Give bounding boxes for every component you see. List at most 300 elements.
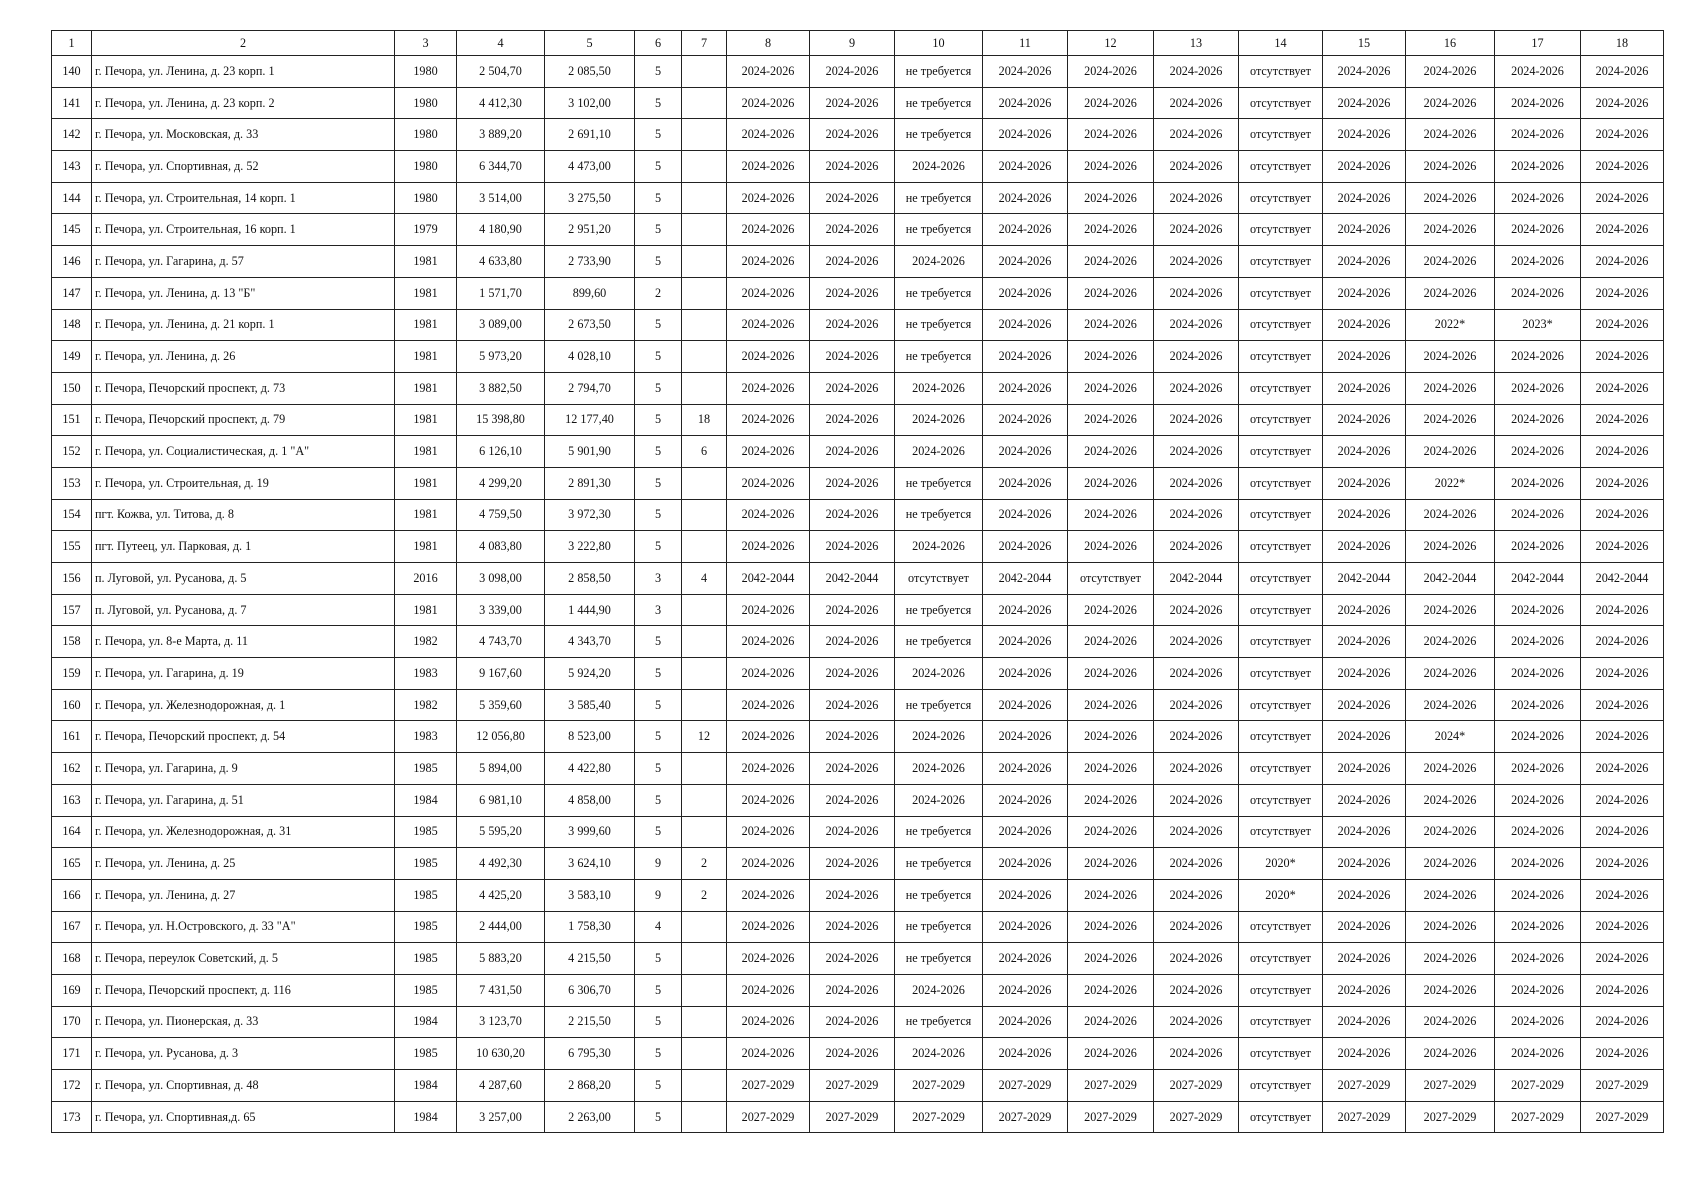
table-cell: 2024-2026 xyxy=(1581,911,1664,943)
table-cell: 2 444,00 xyxy=(457,911,545,943)
table-row xyxy=(52,1070,1664,1102)
address-cell: г. Печора, ул. Н.Островского, д. 33 "А" xyxy=(92,911,395,943)
table-cell: 2024-2026 xyxy=(1406,436,1495,468)
table-cell: 2024-2026 xyxy=(1068,753,1154,785)
table-cell: 1981 xyxy=(395,499,457,531)
address-cell: г. Печора, ул. Ленина, д. 13 "Б" xyxy=(92,277,395,309)
table-cell: отсутствует xyxy=(1239,658,1323,690)
table-cell: 2024-2026 xyxy=(1068,689,1154,721)
table-cell: 2024-2026 xyxy=(1406,119,1495,151)
table-cell: 2024-2026 xyxy=(1406,372,1495,404)
table-cell: 2024-2026 xyxy=(727,626,810,658)
table-row xyxy=(52,658,1664,690)
row-number-cell: 161 xyxy=(52,721,92,753)
table-cell: 5 901,90 xyxy=(545,436,635,468)
table-cell: 2024-2026 xyxy=(1323,372,1406,404)
table-cell: 10 630,20 xyxy=(457,1038,545,1070)
table-cell: 2 673,50 xyxy=(545,309,635,341)
table-cell: 2024-2026 xyxy=(1323,56,1406,88)
table-cell: 2024-2026 xyxy=(983,182,1068,214)
table-cell: не требуется xyxy=(895,182,983,214)
table-cell: 1982 xyxy=(395,626,457,658)
address-cell: г. Печора, ул. Гагарина, д. 51 xyxy=(92,784,395,816)
table-row xyxy=(52,467,1664,499)
table-cell: 2024-2026 xyxy=(727,372,810,404)
table-cell: 2024-2026 xyxy=(1495,626,1581,658)
table-cell xyxy=(682,499,727,531)
table-cell: 2024-2026 xyxy=(1495,689,1581,721)
table-cell: 2024-2026 xyxy=(1406,784,1495,816)
table-cell: 2024-2026 xyxy=(1495,943,1581,975)
table-cell: 2024-2026 xyxy=(810,467,895,499)
table-cell: отсутствует xyxy=(1239,151,1323,183)
table-cell: 2024-2026 xyxy=(1154,1006,1239,1038)
table-cell: 2 xyxy=(635,277,682,309)
table-cell: 4 299,20 xyxy=(457,467,545,499)
table-cell: 4 633,80 xyxy=(457,246,545,278)
table-cell: не требуется xyxy=(895,879,983,911)
table-cell: 5 xyxy=(635,87,682,119)
table-row xyxy=(52,372,1664,404)
row-number-cell: 140 xyxy=(52,56,92,88)
table-cell: 2024-2026 xyxy=(983,1006,1068,1038)
table-cell: 2024-2026 xyxy=(1406,816,1495,848)
table-cell: 2024-2026 xyxy=(1495,182,1581,214)
table-cell: 1983 xyxy=(395,721,457,753)
table-cell: 2024-2026 xyxy=(727,943,810,975)
table-cell: 1985 xyxy=(395,753,457,785)
table-cell: 2 794,70 xyxy=(545,372,635,404)
table-cell: 899,60 xyxy=(545,277,635,309)
table-cell: 2024-2026 xyxy=(1581,341,1664,373)
table-cell: 2024-2026 xyxy=(983,56,1068,88)
table-cell: 9 xyxy=(635,879,682,911)
table-cell: 2024-2026 xyxy=(1406,626,1495,658)
column-number-cell: 1 xyxy=(52,31,92,56)
table-cell: 2024-2026 xyxy=(1581,753,1664,785)
row-number-cell: 172 xyxy=(52,1070,92,1102)
row-number-cell: 158 xyxy=(52,626,92,658)
table-row xyxy=(52,277,1664,309)
row-number-cell: 150 xyxy=(52,372,92,404)
table-cell: 2024-2026 xyxy=(810,594,895,626)
table-cell: 2024-2026 xyxy=(1068,1038,1154,1070)
table-cell: 2042-2044 xyxy=(1406,563,1495,595)
table-cell xyxy=(682,341,727,373)
column-number-cell: 18 xyxy=(1581,31,1664,56)
table-cell: 6 126,10 xyxy=(457,436,545,468)
row-number-cell: 148 xyxy=(52,309,92,341)
table-cell: 2 504,70 xyxy=(457,56,545,88)
table-cell: 2024-2026 xyxy=(1323,689,1406,721)
table-cell: 2024-2026 xyxy=(1154,1038,1239,1070)
table-cell: 2024-2026 xyxy=(1154,658,1239,690)
table-cell: 2024-2026 xyxy=(1495,594,1581,626)
table-cell: 2024-2026 xyxy=(810,182,895,214)
table-cell: 2024-2026 xyxy=(810,879,895,911)
table-cell: 2024-2026 xyxy=(1581,943,1664,975)
table-cell: 2027-2029 xyxy=(1154,1101,1239,1133)
table-cell: 2027-2029 xyxy=(1581,1070,1664,1102)
address-cell: п. Луговой, ул. Русанова, д. 5 xyxy=(92,563,395,595)
table-cell: 5 359,60 xyxy=(457,689,545,721)
row-number-cell: 170 xyxy=(52,1006,92,1038)
table-cell: 2024-2026 xyxy=(1068,974,1154,1006)
table-cell: 9 167,60 xyxy=(457,658,545,690)
table-cell: 12 056,80 xyxy=(457,721,545,753)
table-cell: 1985 xyxy=(395,911,457,943)
table-cell: 2024-2026 xyxy=(983,467,1068,499)
table-cell: 2024-2026 xyxy=(727,119,810,151)
table-cell: не требуется xyxy=(895,626,983,658)
row-number-cell: 163 xyxy=(52,784,92,816)
table-cell: 2 263,00 xyxy=(545,1101,635,1133)
table-cell: 2024-2026 xyxy=(1323,246,1406,278)
column-number-cell: 12 xyxy=(1068,31,1154,56)
table-cell: 2024-2026 xyxy=(810,721,895,753)
table-cell: 2024-2026 xyxy=(983,119,1068,151)
table-cell: отсутствует xyxy=(1239,277,1323,309)
table-cell: 2024-2026 xyxy=(1068,721,1154,753)
table-cell xyxy=(682,816,727,848)
table-cell: 2024-2026 xyxy=(727,56,810,88)
table-cell: отсутствует xyxy=(1239,499,1323,531)
table-cell: 2024-2026 xyxy=(983,689,1068,721)
table-cell: 1980 xyxy=(395,87,457,119)
table-cell: 5 xyxy=(635,1101,682,1133)
table-cell: 2024-2026 xyxy=(1154,246,1239,278)
table-cell: 2024-2026 xyxy=(895,753,983,785)
table-cell: отсутствует xyxy=(1239,974,1323,1006)
table-cell: 2024-2026 xyxy=(1068,499,1154,531)
table-cell: отсутствует xyxy=(1239,784,1323,816)
table-cell: не требуется xyxy=(895,499,983,531)
table-cell: 2023* xyxy=(1495,309,1581,341)
table-cell: 2024-2026 xyxy=(1323,721,1406,753)
table-cell: 2024-2026 xyxy=(895,784,983,816)
table-cell: 2024-2026 xyxy=(1581,119,1664,151)
table-cell: 2024-2026 xyxy=(983,974,1068,1006)
table-cell: 2024-2026 xyxy=(727,309,810,341)
column-number-cell: 16 xyxy=(1406,31,1495,56)
table-cell: 2027-2029 xyxy=(727,1070,810,1102)
address-cell: г. Печора, ул. Железнодорожная, д. 31 xyxy=(92,816,395,848)
table-cell xyxy=(682,372,727,404)
table-cell: 2 691,10 xyxy=(545,119,635,151)
address-cell: пгт. Кожва, ул. Титова, д. 8 xyxy=(92,499,395,531)
table-cell: 2024-2026 xyxy=(810,784,895,816)
table-cell: 2024-2026 xyxy=(1068,594,1154,626)
address-cell: г. Печора, ул. Московская, д. 33 xyxy=(92,119,395,151)
table-cell: 4 425,20 xyxy=(457,879,545,911)
table-cell: 2024-2026 xyxy=(810,499,895,531)
table-cell: 2024-2026 xyxy=(1406,87,1495,119)
table-cell: 2027-2029 xyxy=(1154,1070,1239,1102)
table-cell: не требуется xyxy=(895,816,983,848)
table-cell: 3 257,00 xyxy=(457,1101,545,1133)
table-cell: 2024-2026 xyxy=(1323,87,1406,119)
table-cell: 2024-2026 xyxy=(1495,214,1581,246)
table-cell: 2024-2026 xyxy=(1581,974,1664,1006)
table-cell: 2027-2029 xyxy=(810,1101,895,1133)
table-cell: 2024-2026 xyxy=(1581,848,1664,880)
table-cell: 2024-2026 xyxy=(727,911,810,943)
table-cell: 2024-2026 xyxy=(1154,784,1239,816)
table-cell: 1984 xyxy=(395,1070,457,1102)
table-cell: 2024-2026 xyxy=(1323,436,1406,468)
table-cell: отсутствует xyxy=(1239,1101,1323,1133)
address-cell: г. Печора, ул. Русанова, д. 3 xyxy=(92,1038,395,1070)
table-cell: 2024-2026 xyxy=(810,689,895,721)
table-cell: 2024-2026 xyxy=(895,531,983,563)
table-cell: 2042-2044 xyxy=(810,563,895,595)
table-cell: 3 624,10 xyxy=(545,848,635,880)
table-cell xyxy=(682,689,727,721)
table-cell xyxy=(682,594,727,626)
table-cell: 2024-2026 xyxy=(1068,87,1154,119)
table-cell: 2024-2026 xyxy=(810,531,895,563)
table-cell: 1981 xyxy=(395,372,457,404)
row-number-cell: 159 xyxy=(52,658,92,690)
table-cell: 5 xyxy=(635,531,682,563)
table-cell: 2024-2026 xyxy=(810,119,895,151)
row-number-cell: 169 xyxy=(52,974,92,1006)
table-body xyxy=(52,31,1664,1133)
row-number-cell: 160 xyxy=(52,689,92,721)
table-cell: 2024-2026 xyxy=(1581,499,1664,531)
table-row xyxy=(52,753,1664,785)
table-cell: 5 xyxy=(635,1038,682,1070)
table-cell: 2024-2026 xyxy=(1068,404,1154,436)
table-cell: 2024-2026 xyxy=(1323,658,1406,690)
table-cell: 2024-2026 xyxy=(810,214,895,246)
table-cell: 2024-2026 xyxy=(1581,372,1664,404)
table-cell: 2024-2026 xyxy=(1154,87,1239,119)
table-cell: 3 098,00 xyxy=(457,563,545,595)
address-cell: г. Печора, ул. Железнодорожная, д. 1 xyxy=(92,689,395,721)
table-cell: 2024-2026 xyxy=(1406,499,1495,531)
table-cell: 4 083,80 xyxy=(457,531,545,563)
table-cell xyxy=(682,56,727,88)
table-row xyxy=(52,1006,1664,1038)
table-row xyxy=(52,1101,1664,1133)
table-cell: 1981 xyxy=(395,531,457,563)
table-cell: 2027-2029 xyxy=(1406,1070,1495,1102)
table-cell: 2024-2026 xyxy=(1495,1006,1581,1038)
table-cell: 2024-2026 xyxy=(1068,119,1154,151)
table-cell: 2024-2026 xyxy=(1406,848,1495,880)
table-cell: 5 883,20 xyxy=(457,943,545,975)
table-cell: 5 xyxy=(635,341,682,373)
table-row xyxy=(52,563,1664,595)
row-number-cell: 154 xyxy=(52,499,92,531)
table-cell: 2024-2026 xyxy=(1323,1006,1406,1038)
row-number-cell: 173 xyxy=(52,1101,92,1133)
table-cell: 2024-2026 xyxy=(1495,1038,1581,1070)
table-cell: отсутствует xyxy=(1239,214,1323,246)
table-cell: 2042-2044 xyxy=(1581,563,1664,595)
table-cell: отсутствует xyxy=(1239,531,1323,563)
table-cell: 2024-2026 xyxy=(983,499,1068,531)
address-cell: п. Луговой, ул. Русанова, д. 7 xyxy=(92,594,395,626)
table-cell: 2024-2026 xyxy=(1406,56,1495,88)
address-cell: г. Печора, ул. Гагарина, д. 57 xyxy=(92,246,395,278)
row-number-cell: 157 xyxy=(52,594,92,626)
column-number-cell: 6 xyxy=(635,31,682,56)
table-cell: 2024-2026 xyxy=(983,721,1068,753)
table-cell: 2024-2026 xyxy=(1154,499,1239,531)
row-number-cell: 171 xyxy=(52,1038,92,1070)
table-cell: 2027-2029 xyxy=(895,1101,983,1133)
table-cell: 2024-2026 xyxy=(983,626,1068,658)
table-cell: 2024-2026 xyxy=(1406,404,1495,436)
table-cell: 1985 xyxy=(395,816,457,848)
table-cell: 2024-2026 xyxy=(1323,848,1406,880)
table-cell: 12 xyxy=(682,721,727,753)
row-number-cell: 147 xyxy=(52,277,92,309)
table-cell: отсутствует xyxy=(1239,594,1323,626)
table-cell: 5 xyxy=(635,1006,682,1038)
table-cell: 5 xyxy=(635,721,682,753)
table-cell: 2024-2026 xyxy=(1581,594,1664,626)
table-cell: отсутствует xyxy=(1239,1006,1323,1038)
table-cell: отсутствует xyxy=(1239,341,1323,373)
table-cell: 2024-2026 xyxy=(1581,214,1664,246)
table-cell: отсутствует xyxy=(1239,1038,1323,1070)
table-cell: 5 973,20 xyxy=(457,341,545,373)
table-cell: 2024-2026 xyxy=(1581,658,1664,690)
table-cell: 2024-2026 xyxy=(727,816,810,848)
table-cell: 5 xyxy=(635,246,682,278)
table-cell: 2024-2026 xyxy=(1323,911,1406,943)
address-cell: г. Печора, ул. Социалистическая, д. 1 "А" xyxy=(92,436,395,468)
table-cell: 2024-2026 xyxy=(1581,879,1664,911)
table-cell: 2024-2026 xyxy=(1154,531,1239,563)
table-cell: 2024-2026 xyxy=(1406,879,1495,911)
table-cell: 2024-2026 xyxy=(1581,816,1664,848)
table-cell: 4 743,70 xyxy=(457,626,545,658)
table-cell: 2024-2026 xyxy=(1495,404,1581,436)
table-cell xyxy=(682,658,727,690)
address-cell: г. Печора, ул. Ленина, д. 21 корп. 1 xyxy=(92,309,395,341)
row-number-cell: 165 xyxy=(52,848,92,880)
table-cell: 1985 xyxy=(395,879,457,911)
table-cell: 18 xyxy=(682,404,727,436)
table-row xyxy=(52,943,1664,975)
table-cell: 2024-2026 xyxy=(895,1038,983,1070)
table-cell: отсутствует xyxy=(1239,753,1323,785)
table-cell: 2024-2026 xyxy=(1495,848,1581,880)
table-cell: отсутствует xyxy=(1239,1070,1323,1102)
table-cell: 3 123,70 xyxy=(457,1006,545,1038)
table-cell: 2024-2026 xyxy=(810,56,895,88)
column-number-cell: 8 xyxy=(727,31,810,56)
table-cell: 2024-2026 xyxy=(1495,499,1581,531)
table-cell: 2024-2026 xyxy=(1406,1006,1495,1038)
table-cell: 3 102,00 xyxy=(545,87,635,119)
table-row xyxy=(52,1038,1664,1070)
table-cell: 2042-2044 xyxy=(1154,563,1239,595)
table-cell: 1981 xyxy=(395,404,457,436)
address-cell: г. Печора, Печорский проспект, д. 54 xyxy=(92,721,395,753)
table-cell: 2024-2026 xyxy=(983,848,1068,880)
table-cell: 5 894,00 xyxy=(457,753,545,785)
table-cell xyxy=(682,309,727,341)
row-number-cell: 167 xyxy=(52,911,92,943)
table-cell xyxy=(682,1006,727,1038)
table-cell: 2024-2026 xyxy=(1581,1038,1664,1070)
table-cell: 2024-2026 xyxy=(1581,277,1664,309)
table-row xyxy=(52,87,1664,119)
table-cell: 2024-2026 xyxy=(1154,974,1239,1006)
table-cell: 2024-2026 xyxy=(1154,182,1239,214)
table-cell: 1980 xyxy=(395,182,457,214)
table-cell: 2024-2026 xyxy=(727,151,810,183)
table-cell: 2024-2026 xyxy=(1154,816,1239,848)
table-cell xyxy=(682,974,727,1006)
column-number-cell: 10 xyxy=(895,31,983,56)
table-row xyxy=(52,246,1664,278)
table-row xyxy=(52,499,1664,531)
table-cell: 2 891,30 xyxy=(545,467,635,499)
table-cell: 2024-2026 xyxy=(983,594,1068,626)
column-number-cell: 4 xyxy=(457,31,545,56)
table-cell: 2024-2026 xyxy=(983,911,1068,943)
address-cell: г. Печора, ул. Пионерская, д. 33 xyxy=(92,1006,395,1038)
table-cell: 2024-2026 xyxy=(1154,436,1239,468)
table-cell: 2024-2026 xyxy=(983,372,1068,404)
row-number-cell: 141 xyxy=(52,87,92,119)
table-row xyxy=(52,848,1664,880)
table-row xyxy=(52,56,1664,88)
row-number-cell: 145 xyxy=(52,214,92,246)
row-number-cell: 144 xyxy=(52,182,92,214)
table-cell: 2024-2026 xyxy=(1495,436,1581,468)
table-cell: 3 222,80 xyxy=(545,531,635,563)
table-cell: 2024-2026 xyxy=(810,626,895,658)
table-cell: 2024-2026 xyxy=(1495,753,1581,785)
table-cell: отсутствует xyxy=(1239,467,1323,499)
column-number-cell: 3 xyxy=(395,31,457,56)
table-cell: 2024-2026 xyxy=(810,246,895,278)
table-cell: 1979 xyxy=(395,214,457,246)
column-number-cell: 9 xyxy=(810,31,895,56)
table-cell: 2024-2026 xyxy=(1581,721,1664,753)
table-cell: 2024-2026 xyxy=(1068,182,1154,214)
table-cell: не требуется xyxy=(895,848,983,880)
table-cell: 2024-2026 xyxy=(810,277,895,309)
table-cell: 2024-2026 xyxy=(727,1038,810,1070)
table-cell: не требуется xyxy=(895,911,983,943)
table-cell: 2027-2029 xyxy=(1495,1070,1581,1102)
table-cell: 2 xyxy=(682,879,727,911)
table-cell: отсутствует xyxy=(1239,309,1323,341)
address-cell: г. Печора, ул. Спортивная,д. 65 xyxy=(92,1101,395,1133)
table-cell: 5 xyxy=(635,182,682,214)
address-cell: г. Печора, Печорский проспект, д. 116 xyxy=(92,974,395,1006)
table-cell: 2024-2026 xyxy=(983,753,1068,785)
table-row xyxy=(52,404,1664,436)
table-cell: 2024-2026 xyxy=(1495,911,1581,943)
table-row xyxy=(52,214,1664,246)
table-cell: 2024-2026 xyxy=(1068,277,1154,309)
table-cell: 4 473,00 xyxy=(545,151,635,183)
table-row xyxy=(52,309,1664,341)
table-cell: 2024-2026 xyxy=(1495,658,1581,690)
address-cell: г. Печора, ул. Гагарина, д. 19 xyxy=(92,658,395,690)
table-cell: отсутствует xyxy=(1239,626,1323,658)
table-cell xyxy=(682,753,727,785)
